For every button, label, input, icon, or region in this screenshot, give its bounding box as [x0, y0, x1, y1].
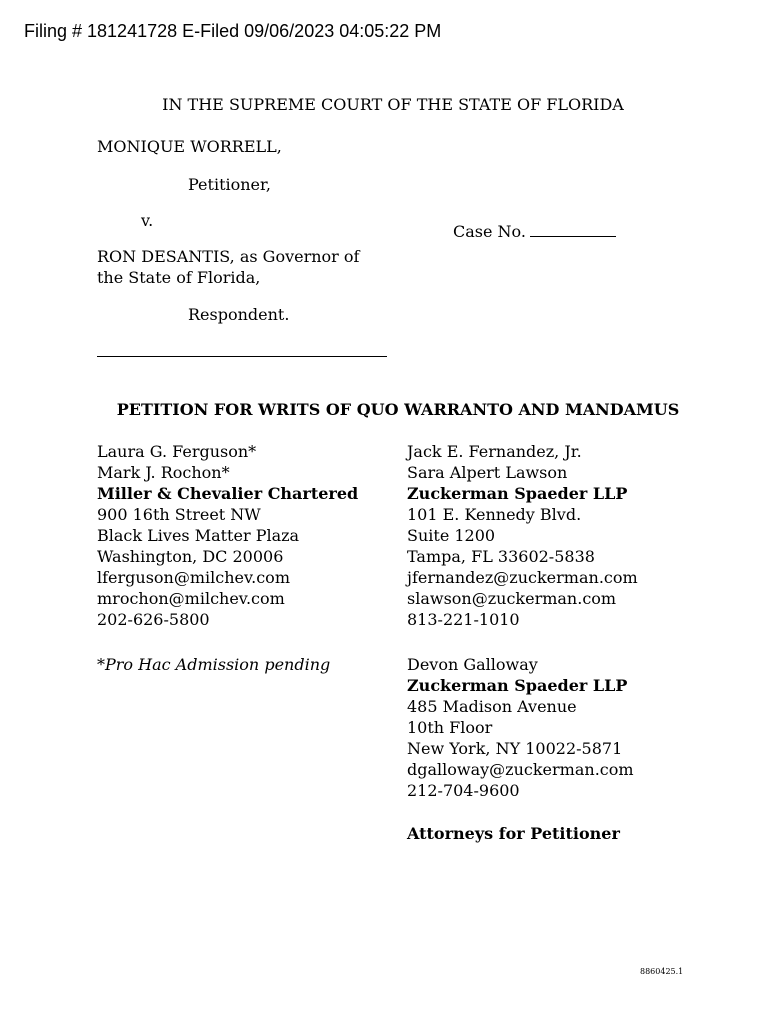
address-line: Suite 1200	[407, 526, 496, 545]
respondent-name: RON DESANTIS, as Governor of	[97, 247, 360, 266]
address-line: 101 E. Kennedy Blvd.	[407, 505, 582, 524]
case-number	[453, 221, 616, 242]
petitioner-role: Petitioner,	[188, 175, 271, 194]
phone-number: 202-626-5800	[97, 610, 210, 629]
phone-number: 212-704-9600	[407, 781, 520, 800]
email-address: dgalloway@zuckerman.com	[407, 760, 634, 779]
pro-hac-note: *Pro Hac Admission pending	[97, 655, 331, 674]
document-id: 8860425.1	[640, 967, 684, 976]
petitioner-name: MONIQUE WORRELL,	[97, 137, 282, 156]
address-line: 10th Floor	[407, 718, 493, 737]
respondent-title: the State of Florida,	[97, 268, 261, 287]
counsel-block-left	[97, 441, 358, 630]
caption-divider	[97, 356, 387, 357]
respondent-role: Respondent.	[188, 305, 290, 324]
counsel-block-right	[407, 441, 638, 630]
attorney-name: Mark J. Rochon*	[97, 463, 230, 482]
email-address: slawson@zuckerman.com	[407, 589, 617, 608]
email-address: lferguson@milchev.com	[97, 568, 290, 587]
email-address: jfernandez@zuckerman.com	[407, 568, 638, 587]
attorney-name: Laura G. Ferguson*	[97, 442, 257, 461]
address-line: Black Lives Matter Plaza	[97, 526, 300, 545]
address-line: 900 16th Street NW	[97, 505, 261, 524]
attorney-name: Sara Alpert Lawson	[407, 463, 568, 482]
address-line: 485 Madison Avenue	[407, 697, 577, 716]
phone-number: 813-221-1010	[407, 610, 520, 629]
attorneys-for-petitioner: Attorneys for Petitioner	[407, 824, 620, 843]
firm-name: Zuckerman Spaeder LLP	[407, 676, 628, 695]
firm-name: Zuckerman Spaeder LLP	[407, 484, 628, 503]
firm-name: Miller & Chevalier Chartered	[97, 484, 359, 503]
versus: v.	[141, 211, 154, 230]
attorney-name: Devon Galloway	[407, 655, 538, 674]
counsel-block-right-2	[407, 654, 634, 801]
court-heading: IN THE SUPREME COURT OF THE STATE OF FLORIDA	[162, 95, 624, 114]
email-address: mrochon@milchev.com	[97, 589, 285, 608]
city-line: Washington, DC 20006	[97, 547, 284, 566]
attorney-name: Jack E. Fernandez, Jr.	[407, 442, 582, 461]
document-title: PETITION FOR WRITS OF QUO WARRANTO AND MANDAMUS	[116, 400, 680, 419]
city-line: New York, NY 10022-5871	[407, 739, 623, 758]
city-line: Tampa, FL 33602-5838	[407, 547, 595, 566]
filing-stamp: Filing # 181241728 E-Filed 09/06/2023 04:05:22 PM	[24, 21, 442, 41]
case-number-blank	[530, 222, 616, 237]
case-number-label: Case No.	[453, 222, 526, 241]
